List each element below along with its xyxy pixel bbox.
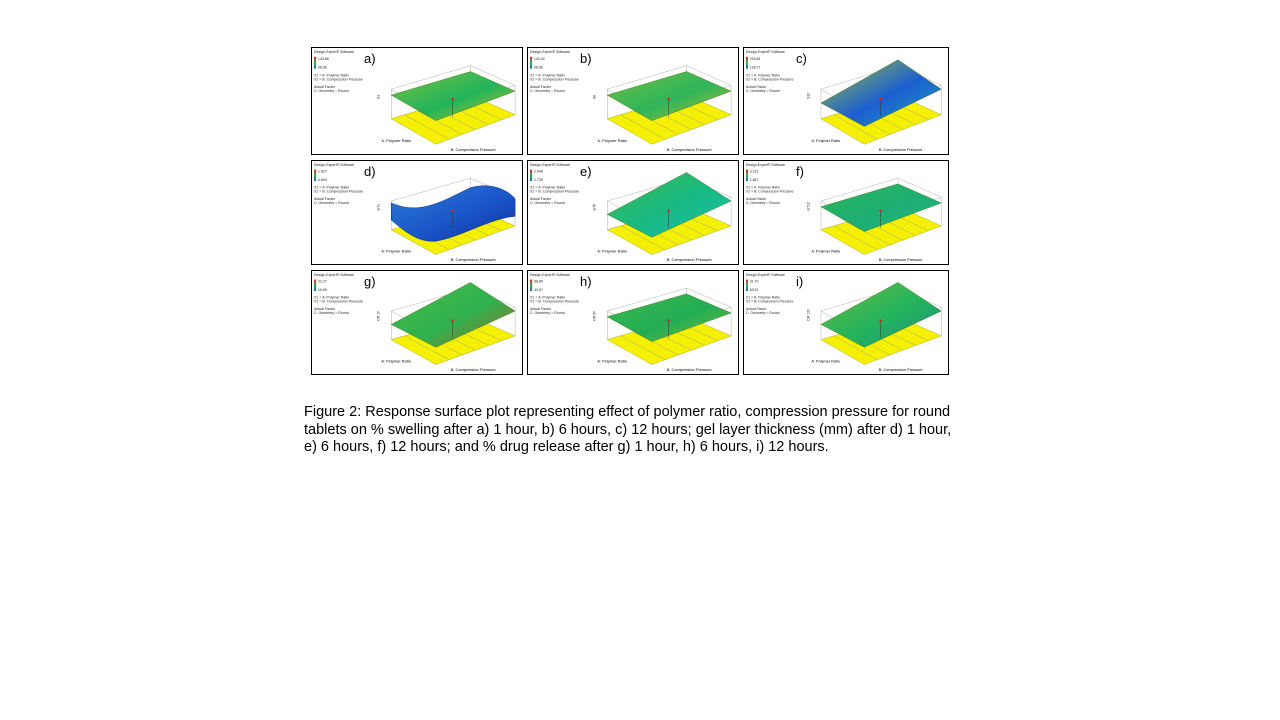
legend-low: 44.07	[533, 288, 543, 293]
surface-plot-c	[744, 48, 948, 154]
color-legend-bar	[314, 57, 316, 69]
software-label: Design-Expert® Software	[529, 272, 571, 277]
z-axis-label: GT1	[376, 203, 381, 211]
software-label: Design-Expert® Software	[313, 162, 355, 167]
factor-label: X1 = A: Polymer Ratio	[313, 73, 349, 78]
x-axis-label: A: Polymer Ratio	[381, 248, 411, 254]
y-axis-label: B: Compression Pressure	[450, 367, 496, 373]
actual-factor-label: Actual Factor	[529, 197, 551, 202]
legend-high: 3.151	[749, 169, 759, 174]
software-label: Design-Expert® Software	[529, 49, 571, 54]
legend-low: 1.739	[533, 178, 543, 183]
factor-label: X2 = B: Compression Pressure	[529, 189, 580, 194]
figure-grid	[311, 47, 949, 376]
panel-label-b: b)	[580, 51, 592, 66]
software-label: Design-Expert® Software	[745, 162, 785, 167]
legend-low: 128.77	[749, 65, 761, 70]
surface-plot-h	[528, 271, 738, 374]
figure-caption: Figure 2: Response surface plot representing effect of polymer ratio, compression pressure for round tablets on % swelling after a) 1 hour, b) 6 hours, c) 12 hours; gel layer thickness (mm) after d) 1 hour, e) 6 hours, f) 12 hours; and % drug release after g) 1 hour, h) 6 hours, i) 12 hours.	[304, 404, 952, 455]
actual-factor-label: Actual Factor	[313, 307, 335, 312]
panel-label-c: c)	[796, 51, 807, 66]
color-legend-bar	[314, 280, 316, 291]
surface-plot-g	[312, 271, 522, 374]
surface-panel-a	[311, 47, 523, 155]
factor-label: X1 = A: Polymer Ratio	[529, 185, 565, 190]
panel-label-g: g)	[364, 274, 376, 289]
x-axis-label: A: Polymer Ratio	[811, 359, 841, 364]
design-point	[667, 209, 670, 211]
factor-label: X1 = A: Polymer Ratio	[745, 295, 780, 300]
z-axis-label: DR 1h	[376, 310, 381, 321]
color-legend-bar	[530, 57, 532, 69]
y-axis-label: B: Compression Pressure	[878, 147, 923, 153]
legend-high: 2.648	[533, 169, 543, 174]
surface-panel-c	[743, 47, 949, 155]
legend-low: 98.86	[533, 65, 543, 70]
design-point	[879, 209, 882, 211]
y-axis-label: B: Compression Pressure	[450, 257, 496, 263]
actual-factor-value: C: Geometry = Round	[529, 310, 565, 315]
actual-factor-label: Actual Factor	[529, 85, 551, 90]
surface-panel-d	[311, 160, 523, 265]
x-axis-label: A: Polymer Ratio	[597, 138, 628, 144]
x-axis-label: A: Polymer Ratio	[811, 138, 841, 144]
surface-plot-e	[528, 161, 738, 264]
y-axis-label: B: Compression Pressure	[666, 367, 712, 373]
legend-low: 63.51	[749, 288, 759, 293]
factor-label: X1 = A: Polymer Ratio	[313, 295, 349, 300]
actual-factor-value: C: Geometry = Round	[745, 310, 780, 315]
legend-low: 98.86	[317, 65, 327, 70]
x-axis-label: A: Polymer Ratio	[381, 358, 411, 364]
color-legend-bar	[530, 280, 532, 291]
actual-factor-label: Actual Factor	[745, 85, 767, 90]
software-label: Design-Expert® Software	[529, 162, 571, 167]
factor-label: X2 = B: Compression Pressure	[745, 189, 794, 194]
actual-factor-label: Actual Factor	[745, 197, 767, 202]
design-point	[879, 319, 882, 321]
factor-label: X1 = A: Polymer Ratio	[313, 185, 349, 190]
software-label: Design-Expert® Software	[313, 49, 355, 54]
legend-high: 22.27	[317, 279, 327, 284]
surface-panel-g	[311, 270, 523, 375]
actual-factor-label: Actual Factor	[529, 307, 551, 312]
software-label: Design-Expert® Software	[745, 272, 785, 277]
color-legend-bar	[746, 170, 748, 181]
surface-panel-b	[527, 47, 739, 155]
surface-plot-d	[312, 161, 522, 264]
z-axis-label: GT12	[806, 202, 811, 211]
surface-plot-b	[528, 48, 738, 154]
factor-label: X2 = B: Compression Pressure	[313, 77, 363, 82]
color-legend-bar	[746, 57, 748, 69]
y-axis-label: B: Compression Pressure	[878, 258, 923, 263]
factor-label: X1 = A: Polymer Ratio	[529, 295, 565, 300]
actual-factor-value: C: Geometry = Round	[529, 200, 565, 205]
y-axis-label: B: Compression Pressure	[878, 368, 923, 373]
legend-low: 1.867	[749, 178, 759, 183]
actual-factor-value: C: Geometry = Round	[313, 89, 349, 94]
surface-plot-i	[744, 271, 948, 374]
x-axis-label: A: Polymer Ratio	[381, 138, 412, 144]
legend-high: 68.85	[533, 279, 543, 284]
design-point	[451, 98, 454, 101]
z-axis-label: DR 6h	[592, 310, 597, 321]
design-point	[667, 319, 670, 321]
software-label: Design-Expert® Software	[745, 49, 785, 54]
panel-label-f: f)	[796, 164, 804, 179]
z-axis-label: DR 12h	[806, 308, 811, 321]
legend-high: 91.79	[749, 279, 759, 284]
legend-low: 0.894	[317, 178, 327, 183]
factor-label: X1 = A: Polymer Ratio	[745, 185, 780, 190]
z-axis-label: GT6	[592, 203, 597, 211]
actual-factor-label: Actual Factor	[313, 85, 335, 90]
actual-factor-value: C: Geometry = Round	[313, 200, 349, 205]
factor-label: X1 = A: Polymer Ratio	[529, 73, 565, 78]
factor-label: X1 = A: Polymer Ratio	[745, 73, 780, 78]
z-axis-label: S12	[806, 92, 811, 100]
surface-panel-f	[743, 160, 949, 265]
surface-panel-i	[743, 270, 949, 375]
factor-label: X2 = B: Compression Pressure	[313, 189, 364, 194]
x-axis-label: A: Polymer Ratio	[811, 249, 841, 254]
surface-panel-e	[527, 160, 739, 265]
software-label: Design-Expert® Software	[313, 272, 355, 277]
design-point	[879, 98, 882, 101]
legend-high: 1.827	[317, 169, 327, 174]
z-axis-label: S6	[592, 94, 597, 100]
factor-label: X2 = B: Compression Pressure	[529, 77, 579, 82]
panel-label-e: e)	[580, 164, 592, 179]
actual-factor-value: C: Geometry = Round	[313, 310, 349, 315]
legend-high: 143.68	[317, 56, 329, 61]
response-surface	[391, 186, 515, 242]
surface-plot-a	[312, 48, 522, 154]
surface-plot-f	[744, 161, 948, 264]
legend-low: 10.65	[317, 288, 327, 293]
y-axis-label: B: Compression Pressure	[666, 257, 712, 263]
actual-factor-value: C: Geometry = Round	[745, 89, 780, 94]
panel-label-d: d)	[364, 164, 376, 179]
design-point	[451, 209, 454, 211]
panel-label-i: i)	[796, 274, 804, 289]
color-legend-bar	[746, 280, 748, 291]
surface-panel-h	[527, 270, 739, 375]
factor-label: X2 = B: Compression Pressure	[745, 299, 794, 304]
z-axis-label: S1	[376, 94, 381, 100]
legend-high: 143.92	[533, 56, 545, 61]
design-point	[451, 319, 454, 321]
color-legend-bar	[530, 170, 532, 181]
factor-label: X2 = B: Compression Pressure	[313, 299, 364, 304]
actual-factor-label: Actual Factor	[313, 197, 335, 202]
actual-factor-label: Actual Factor	[745, 307, 767, 312]
factor-label: X2 = B: Compression Pressure	[529, 299, 580, 304]
color-legend-bar	[314, 170, 316, 181]
panel-label-a: a)	[364, 51, 376, 66]
y-axis-label: B: Compression Pressure	[450, 147, 496, 153]
x-axis-label: A: Polymer Ratio	[597, 358, 627, 364]
actual-factor-value: C: Geometry = Round	[529, 89, 565, 94]
y-axis-label: B: Compression Pressure	[666, 147, 712, 153]
actual-factor-value: C: Geometry = Round	[745, 200, 780, 205]
panel-label-h: h)	[580, 274, 592, 289]
factor-label: X2 = B: Compression Pressure	[745, 77, 794, 82]
x-axis-label: A: Polymer Ratio	[597, 248, 627, 254]
design-point	[667, 98, 670, 101]
legend-high: 203.84	[749, 56, 761, 61]
